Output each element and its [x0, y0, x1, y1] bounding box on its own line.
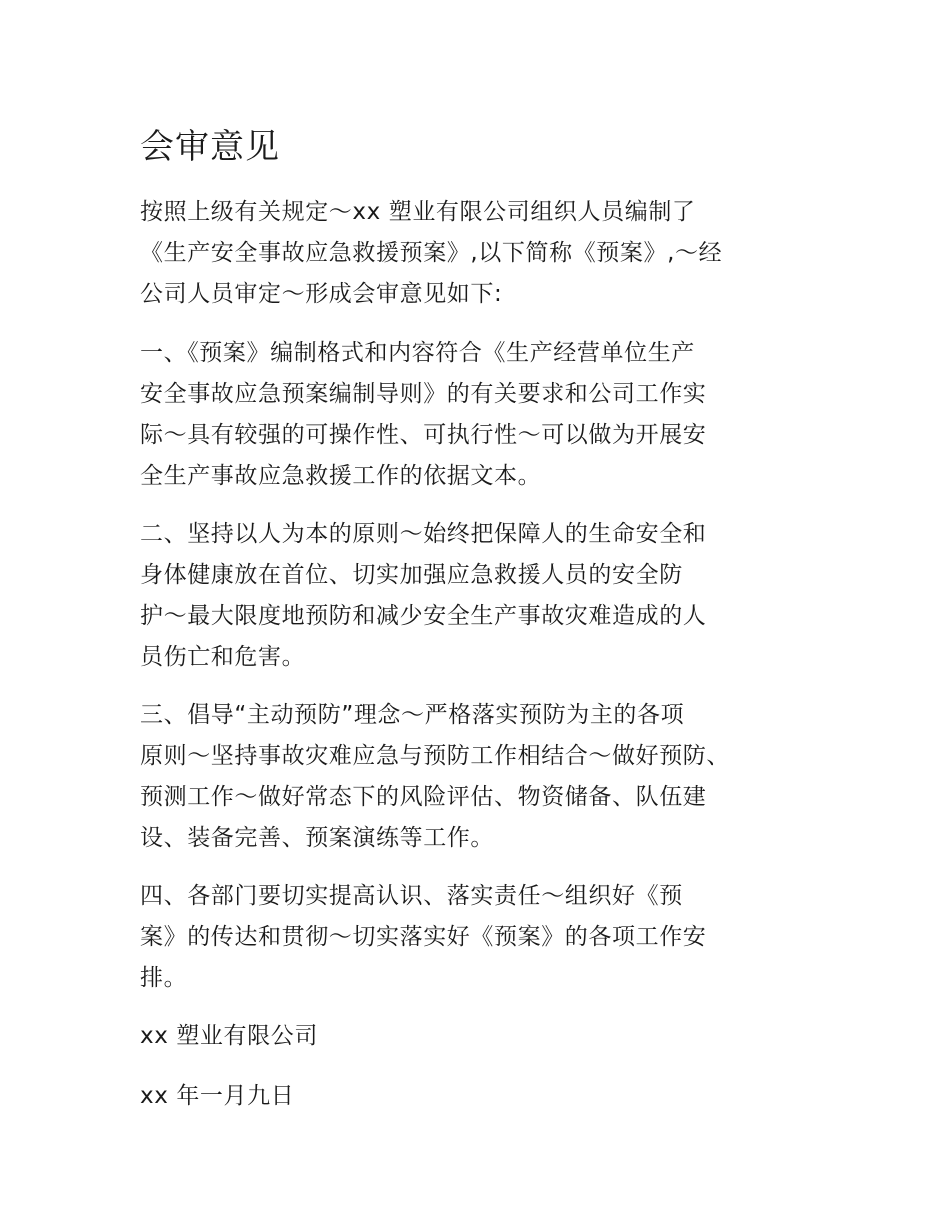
- opinion-line: 设、装备完善、预案演练等工作。: [140, 825, 494, 851]
- company-name: xx 塑业有限公司: [140, 1023, 318, 1049]
- opinion-item-4: [140, 876, 820, 999]
- opinion-line: 三、倡导“主动预防”理念～严格落实预防为主的各项: [140, 702, 685, 728]
- opinion-item-2: [140, 514, 820, 678]
- opinion-line: 护～最大限度地预防和减少安全生产事故灾难造成的人: [140, 603, 707, 629]
- opinion-line: 原则～坚持事故灾难应急与预防工作相结合～做好预防、: [140, 743, 730, 769]
- date-text: xx 年一月九日: [140, 1083, 295, 1109]
- opinion-item-3: [140, 695, 820, 859]
- company-signature: [140, 1016, 820, 1057]
- opinion-line: 际～具有较强的可操作性、可执行性～可以做为开展安: [140, 422, 707, 448]
- intro-line: 《生产安全事故应急救援预案》,以下简称《预案》,～经: [140, 240, 723, 266]
- opinion-line: 身体健康放在首位、切实加强应急救援人员的安全防: [140, 562, 683, 588]
- intro-line: 按照上级有关规定～xx 塑业有限公司组织人员编制了: [140, 199, 696, 225]
- opinion-line: 安全事故应急预案编制导则》的有关要求和公司工作实: [140, 381, 707, 407]
- opinion-line: 四、各部门要切实提高认识、落实责任～组织好《预: [140, 883, 683, 909]
- opinion-line: 案》的传达和贯彻～切实落实好《预案》的各项工作安: [140, 924, 707, 950]
- opinion-line: 一、《预案》编制格式和内容符合《生产经营单位生产: [140, 340, 695, 366]
- opinion-line: 员伤亡和危害。: [140, 644, 306, 670]
- opinion-item-1: [140, 333, 820, 497]
- opinion-line: 全生产事故应急救援工作的依据文本。: [140, 463, 542, 489]
- opinion-line: 二、坚持以人为本的原则～始终把保障人的生命安全和: [140, 521, 707, 547]
- opinion-line: 排。: [140, 965, 188, 991]
- intro-line: 公司人员审定～形成会审意见如下:: [140, 281, 503, 307]
- intro-paragraph: [140, 192, 820, 315]
- opinion-line: 预测工作～做好常态下的风险评估、物资储备、队伍建: [140, 784, 707, 810]
- signature-date: [140, 1076, 820, 1117]
- document-title: 会审意见: [140, 127, 280, 167]
